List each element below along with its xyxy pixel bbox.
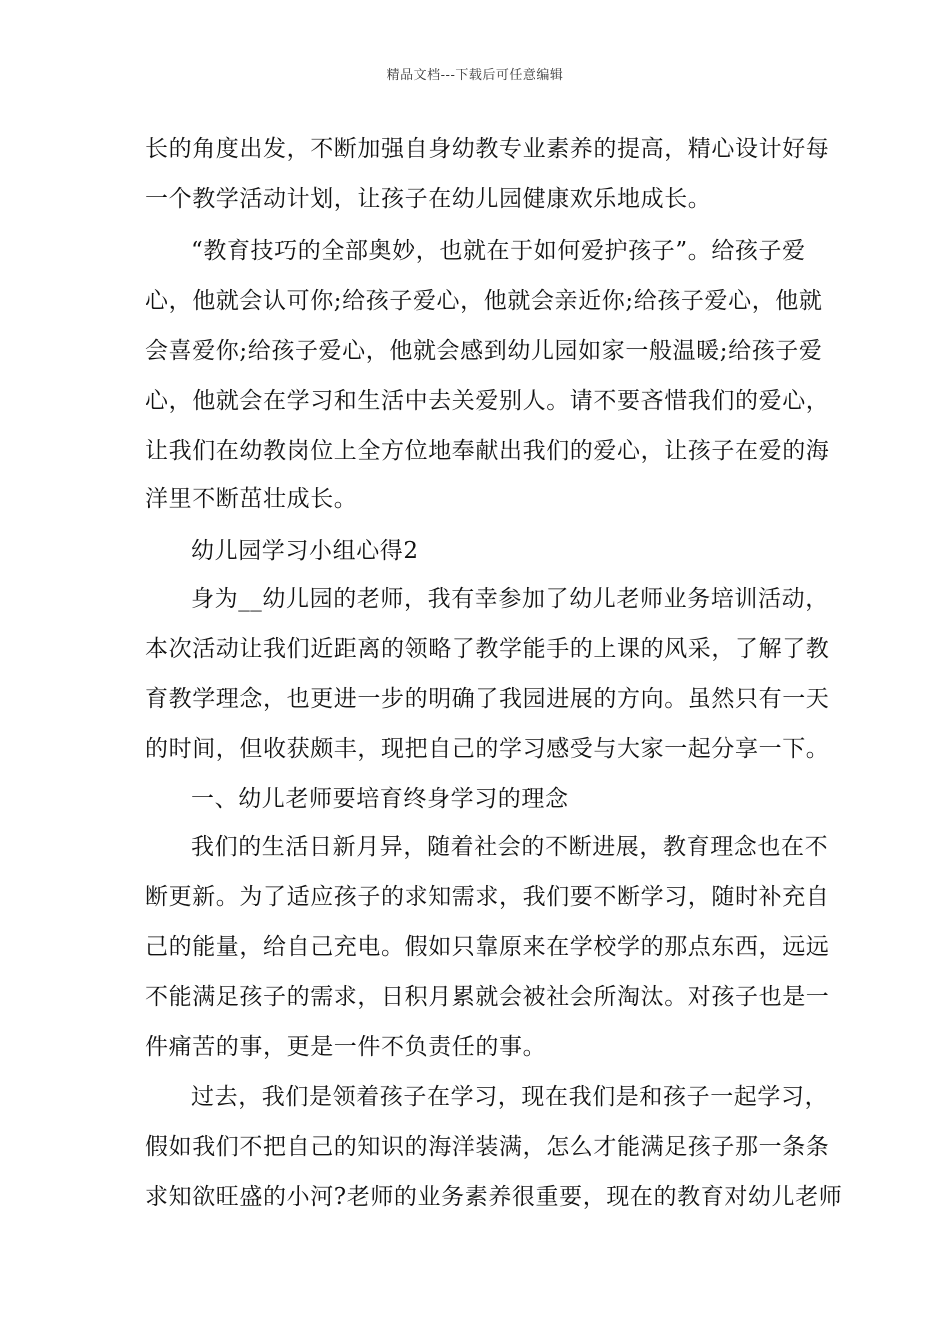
text-line: 让我们在幼教岗位上全方位地奉献出我们的爱心，让孩子在爱的海 [145, 438, 830, 464]
text-line: 长的角度出发，不断加强自身幼教专业素养的提高，精心设计好每 [145, 136, 830, 162]
page-header: 精品文档---下载后可任意编辑 [386, 68, 564, 83]
text-line: 一个教学活动计划，让孩子在幼儿园健康欢乐地成长。 [145, 186, 712, 212]
text-line: 的时间，但收获颇丰，现把自己的学习感受与大家一起分享一下。 [145, 736, 830, 762]
text-line: 心，他就会在学习和生活中去关爱别人。请不要吝惜我们的爱心， [145, 388, 830, 414]
text-line: 身为__幼儿园的老师，我有幸参加了幼儿老师业务培训活动， [191, 586, 829, 612]
text-line: 我们的生活日新月异，随着社会的不断进展，教育理念也在不 [191, 834, 829, 860]
text-line: 不能满足孩子的需求，日积月累就会被社会所淘汰。对孩子也是一 [145, 984, 830, 1010]
text-line: 洋里不断茁壮成长。 [145, 486, 358, 512]
text-line: 己的能量，给自己充电。假如只靠原来在学校学的那点东西，远远 [145, 934, 830, 960]
text-line: “教育技巧的全部奥妙，也就在于如何爱护孩子”。给孩子爱 [191, 238, 806, 264]
text-line: 求知欲旺盛的小河?老师的业务素养很重要，现在的教育对幼儿老师 [145, 1184, 843, 1210]
text-line: 育教学理念，也更进一步的明确了我园进展的方向。虽然只有一天 [145, 686, 830, 712]
text-line: 断更新。为了适应孩子的求知需求，我们要不断学习，随时补充自 [145, 884, 830, 910]
text-line: 件痛苦的事，更是一件不负责任的事。 [145, 1034, 547, 1060]
text-line: 心，他就会认可你;给孩子爱心，他就会亲近你;给孩子爱心，他就 [145, 288, 823, 314]
text-line: 过去，我们是领着孩子在学习，现在我们是和孩子一起学习， [191, 1084, 829, 1110]
text-line: 假如我们不把自己的知识的海洋装满，怎么才能满足孩子那一条条 [145, 1134, 830, 1160]
text-line: 本次活动让我们近距离的领略了教学能手的上课的风采，了解了教 [145, 636, 830, 662]
text-line: 会喜爱你;给孩子爱心，他就会感到幼儿园如家一般温暖;给孩子爱 [145, 338, 823, 364]
section-heading: 幼儿园学习小组心得2 [191, 538, 419, 564]
section-heading: 一、幼儿老师要培育终身学习的理念 [191, 786, 569, 812]
